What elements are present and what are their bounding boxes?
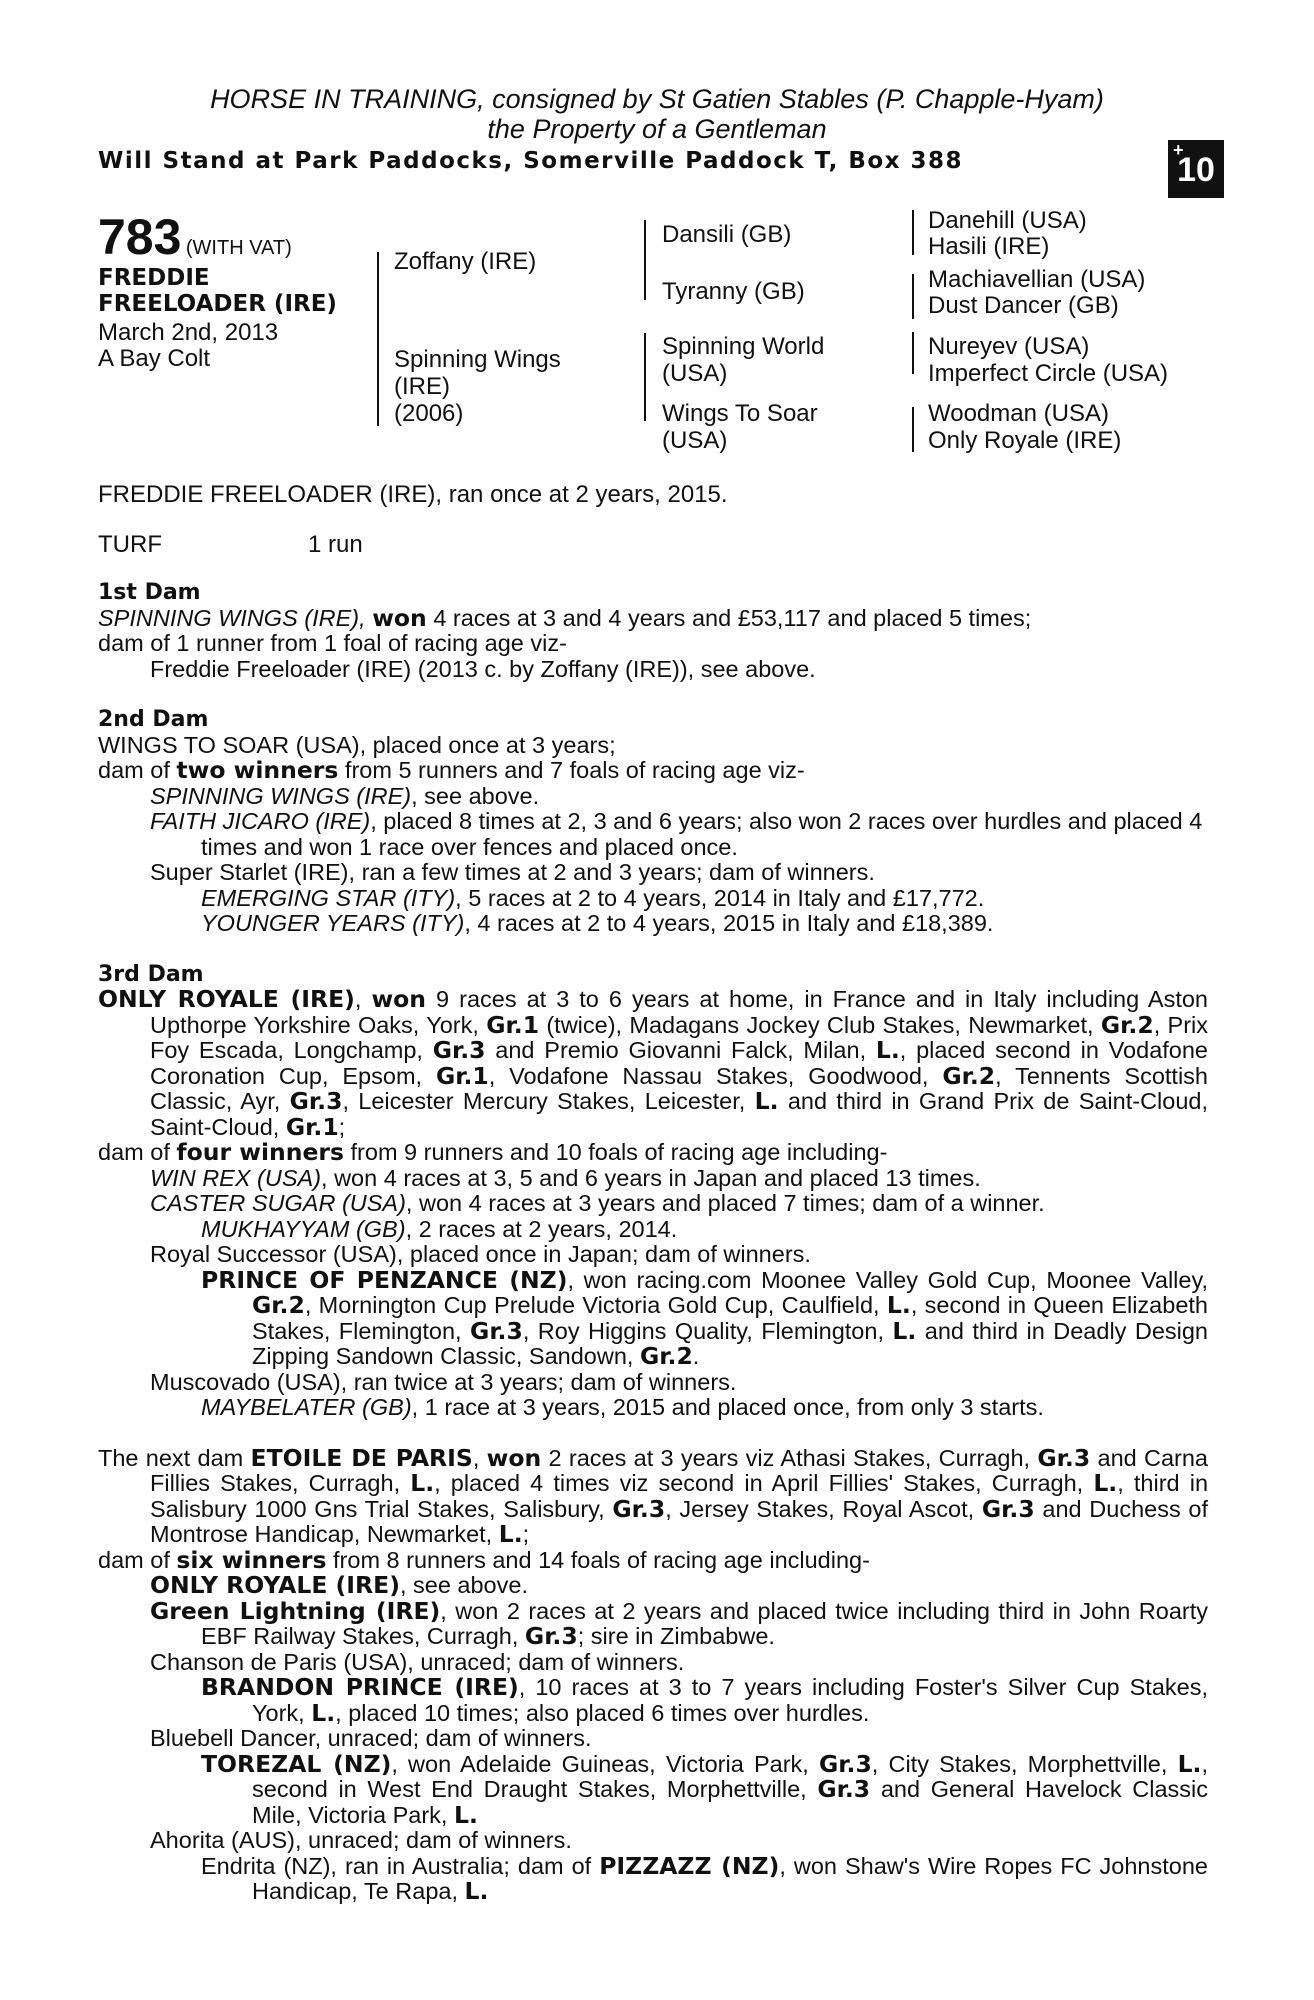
- turf-label: TURF: [98, 531, 162, 558]
- brace-parents: [377, 252, 379, 426]
- turf-runs: 1 run: [308, 531, 363, 558]
- next-dam-produce-1: ONLY ROYALE (IRE), see above.: [150, 1571, 528, 1599]
- next-dam-produce-summary: dam of six winners from 8 runners and 14 foals of racing age including-: [98, 1545, 870, 1574]
- dam-dam-line1: Wings To Soar: [662, 400, 818, 427]
- third-dam-produce-1: WIN REX (USA), won 4 races at 3, 5 and 6 years in Japan and placed 13 times.: [150, 1164, 981, 1191]
- ped-ddd: Only Royale (IRE): [928, 427, 1122, 454]
- third-dam-produce-2: CASTER SUGAR (USA), won 4 races at 3 years and placed 7 times; dam of a winner.: [150, 1190, 1045, 1216]
- first-dam-line2: dam of 1 runner from 1 foal of racing age viz-: [98, 630, 567, 656]
- badge-plus-mark: +: [1173, 140, 1184, 160]
- property-line: the Property of a Gentleman: [487, 114, 827, 144]
- ped-sds: Machiavellian (USA): [928, 266, 1146, 293]
- ped-sdd: Dust Dancer (GB): [928, 292, 1119, 319]
- next-dam-record: The next dam ETOILE DE PARIS, won 2 races at 3 years viz Athasi Stakes, Curragh, Gr.3 and Carna Fillies Stakes, Curragh, L., placed 4 times viz second in April Fillies' Stakes, Curragh, L., third in Salisbury 1000 Gns Trial Stakes, Salisbury, Gr.3, Jersey Stakes, Royal Ascot, Gr.3 and Duchess of Montrose Handicap, Newmarket, L.;: [98, 1443, 1209, 1548]
- produce-record: [98, 580, 1208, 1905]
- consignor-line: HORSE IN TRAINING, consigned by St Gatien Stables (P. Chapple-Hyam): [210, 84, 1104, 114]
- second-dam-produce-1: SPINNING WINGS (IRE), see above.: [150, 782, 540, 809]
- badge-number: 10: [1177, 151, 1215, 189]
- brace-dam-parents: [644, 333, 646, 421]
- next-dam-grandproduce-2: TOREZAL (NZ), won Adelaide Guineas, Victoria Park, Gr.3, City Stakes, Morphettville, L., second in West End Draught Stakes, Morphettville, Gr.3 and General Havelock Classic Mile, Victoria Park, L.: [201, 1749, 1209, 1829]
- ped-dsd: Imperfect Circle (USA): [928, 360, 1169, 387]
- brace-gen3-c: [912, 332, 914, 374]
- second-dam-line1: WINGS TO SOAR (USA), placed once at 3 years;: [98, 731, 616, 758]
- brace-gen3-a: [912, 210, 914, 255]
- third-dam-produce-3: Royal Successor (USA), placed once in Japan; dam of winners.: [150, 1241, 811, 1267]
- first-dam-produce: Freddie Freeloader (IRE) (2013 c. by Zoffany (IRE)), see above.: [150, 655, 816, 682]
- stand-line: Will Stand at Park Paddocks, Somerville Paddock T, Box 388: [98, 148, 964, 174]
- lot-number-row: [98, 208, 292, 266]
- third-dam-heading: 3rd Dam: [98, 961, 204, 987]
- foaling-date: March 2nd, 2013: [98, 319, 279, 346]
- horse-name-line1: FREDDIE: [98, 265, 210, 291]
- next-dam-grandproduce-1: BRANDON PRINCE (IRE), 10 races at 3 to 7 years including Foster's Silver Cup Stakes, York, L., placed 10 times; also placed 6 times over hurdles.: [201, 1673, 1208, 1727]
- dam-sire-line2: (USA): [662, 360, 728, 387]
- ped-ssd: Hasili (IRE): [928, 233, 1050, 260]
- first-dam-line1: SPINNING WINGS (IRE), won 4 races at 3 and 4 years and £53,117 and placed 5 times;: [98, 603, 1032, 632]
- dam-line2: (IRE): [394, 373, 450, 400]
- ped-sss: Danehill (USA): [928, 207, 1087, 234]
- sire-dam: Tyranny (GB): [662, 278, 805, 305]
- next-dam-produce-3: Chanson de Paris (USA), unraced; dam of winners.: [150, 1648, 685, 1675]
- horse-name-line2: FREELOADER (IRE): [98, 291, 337, 317]
- second-dam-grandproduce-2: YOUNGER YEARS (ITY), 4 races at 2 to 4 years, 2015 in Italy and £18,389.: [201, 910, 994, 936]
- race-record-summary: FREDDIE FREELOADER (IRE), ran once at 2 years, 2015.: [98, 481, 728, 508]
- ped-dss: Nureyev (USA): [928, 333, 1090, 360]
- brace-gen3-b: [912, 274, 914, 319]
- second-dam-heading: 2nd Dam: [98, 707, 209, 732]
- ped-dds: Woodman (USA): [928, 400, 1109, 427]
- lot-number: 783: [98, 209, 182, 265]
- sire-sire: Dansili (GB): [662, 221, 792, 248]
- third-dam-record: ONLY ROYALE (IRE), won 9 races at 3 to 6 years at home, in France and in Italy including Aston Upthorpe Yorkshire Oaks, York, Gr.1 (twice), Madagans Jockey Club Stakes, Newmarket, Gr.2, Prix Foy Escada, Longchamp, Gr.3 and Premio Giovanni Falck, Milan, L., placed second in Vodafone Coronation Cup, Epsom, Gr.1, Vodafone Nassau Stakes, Goodwood, Gr.2, Tennents Scottish Classic, Ayr, Gr.3, Leicester Mercury Stakes, Leicester, L. and third in Grand Prix de Saint-Cloud, Saint-Cloud, Gr.1;: [98, 985, 1209, 1141]
- next-dam-produce-4: Bluebell Dancer, unraced; dam of winners.: [150, 1725, 592, 1751]
- dam-line3: (2006): [394, 400, 464, 427]
- third-dam-produce-summary: dam of four winners from 9 runners and 10 foals of racing age including-: [98, 1138, 888, 1166]
- third-dam-grandproduce-3: MAYBELATER (GB), 1 race at 3 years, 2015 and placed once, from only 3 starts.: [201, 1394, 1044, 1420]
- third-dam-grandproduce-2: PRINCE OF PENZANCE (NZ), won racing.com Moonee Valley Gold Cup, Moonee Valley, Gr.2, Mornington Cup Prelude Victoria Gold Cup, Caulfield, L., second in Queen Elizabeth Stakes, Flemington, Gr.3, Roy Higgins Quality, Flemington, L. and third in Deadly Design Zipping Sandown Classic, Sandown, Gr.2.: [201, 1265, 1209, 1370]
- second-dam-produce-2: FAITH JICARO (IRE), placed 8 times at 2, 3 and 6 years; also won 2 races over hurdles and placed 4 times and won 1 race over fences and placed once.: [150, 808, 1203, 860]
- sire: Zoffany (IRE): [394, 248, 537, 275]
- lot-vat: (WITH VAT): [185, 237, 292, 259]
- first-dam-heading: 1st Dam: [98, 580, 201, 605]
- third-dam-produce-4: Muscovado (USA), ran twice at 3 years; dam of winners.: [150, 1368, 737, 1395]
- second-dam-line2: dam of two winners from 5 runners and 7 foals of racing age viz-: [98, 756, 805, 784]
- next-dam-produce-2: Green Lightning (IRE), won 2 races at 2 years and placed twice including third in John Roarty EBF Railway Stakes, Curragh, Gr.3; sire in Zimbabwe.: [150, 1596, 1208, 1650]
- dam-sire-line1: Spinning World: [662, 333, 825, 360]
- second-dam-produce-3: Super Starlet (IRE), ran a few times at 2 and 3 years; dam of winners.: [150, 859, 875, 885]
- third-dam-grandproduce-1: MUKHAYYAM (GB), 2 races at 2 years, 2014.: [201, 1215, 678, 1242]
- barn-badge: [1168, 140, 1224, 198]
- brace-sire-parents: [644, 220, 646, 300]
- second-dam-grandproduce-1: EMERGING STAR (ITY), 5 races at 2 to 4 years, 2014 in Italy and £17,772.: [201, 884, 985, 911]
- horse-description: A Bay Colt: [98, 345, 211, 372]
- next-dam-grandproduce-3: Endrita (NZ), ran in Australia; dam of PIZZAZZ (NZ), won Shaw's Wire Ropes FC Johnstone Handicap, Te Rapa, L.: [201, 1851, 1208, 1905]
- dam-line1: Spinning Wings: [394, 346, 561, 373]
- dam-dam-line2: (USA): [662, 427, 728, 454]
- brace-gen3-d: [912, 407, 914, 452]
- next-dam-produce-5: Ahorita (AUS), unraced; dam of winners.: [150, 1827, 572, 1853]
